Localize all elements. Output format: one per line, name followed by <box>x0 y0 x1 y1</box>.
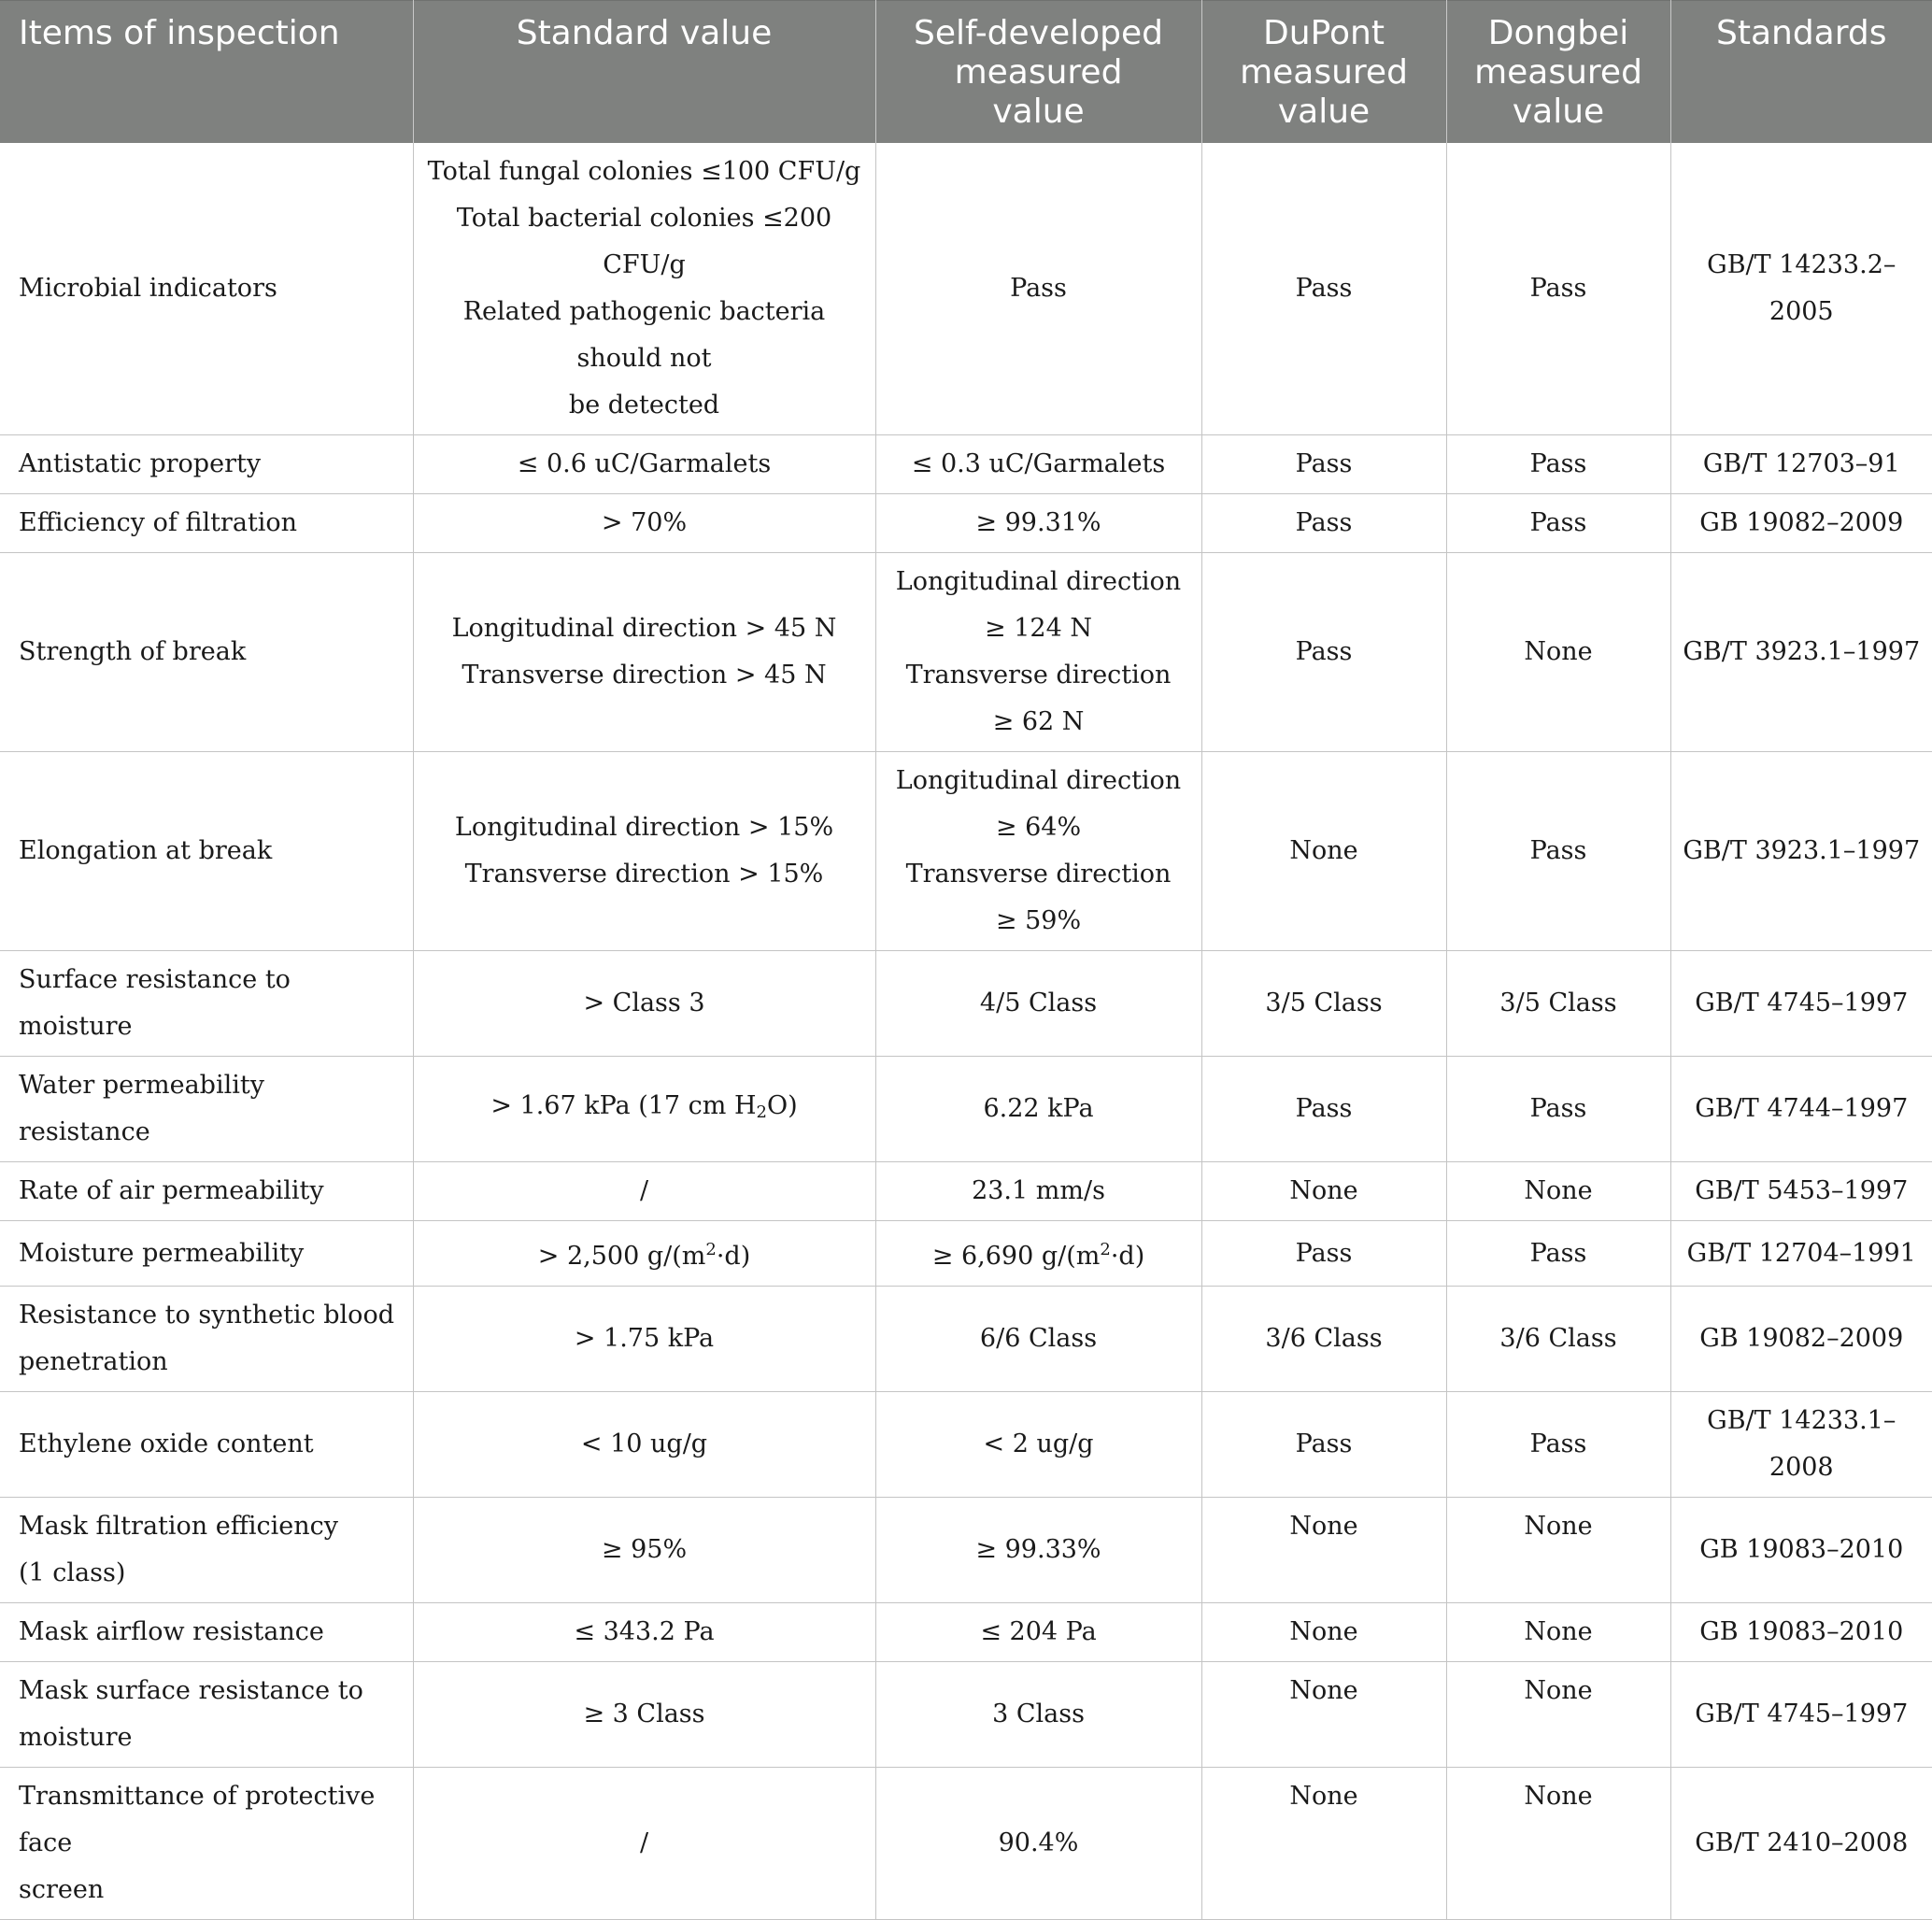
cell-item: Water permeability resistance <box>0 1057 413 1162</box>
cell-dongbei: Pass <box>1446 435 1670 494</box>
cell-standard-value: / <box>413 1162 875 1221</box>
header-dupont-value: DuPont measured value <box>1201 1 1446 144</box>
cell-line: screen <box>19 1875 105 1904</box>
table-row <box>0 143 1932 435</box>
cell-dupont: None <box>1201 1662 1446 1768</box>
cell-dongbei: 3/5 Class <box>1446 951 1670 1057</box>
cell-standard-value <box>413 143 875 435</box>
cell-dupont: None <box>1201 1768 1446 1920</box>
cell-standard-value: ≤ 343.2 Pa <box>413 1603 875 1662</box>
table-row <box>0 1498 1932 1603</box>
cell-line: ≥ 62 N <box>992 707 1085 736</box>
cell-dupont: None <box>1201 1603 1446 1662</box>
header-row <box>0 1 1932 144</box>
cell-line: Longitudinal direction > 15% <box>454 813 834 842</box>
cell-dupont: Pass <box>1201 1392 1446 1498</box>
cell-standard-code: GB/T 12704–1991 <box>1670 1221 1932 1287</box>
cell-dongbei: 3/6 Class <box>1446 1287 1670 1392</box>
table-row <box>0 1603 1932 1662</box>
cell-standard-value <box>413 1057 875 1162</box>
cell-line: Longitudinal direction > 45 N <box>451 614 837 643</box>
cell-item <box>0 1498 413 1603</box>
cell-standard-value <box>413 1221 875 1287</box>
cell-dongbei: Pass <box>1446 1057 1670 1162</box>
cell-standard-code: GB/T 14233.2–2005 <box>1670 143 1932 435</box>
cell-standard-value: < 10 ug/g <box>413 1392 875 1498</box>
header-items-of-inspection: Items of inspection <box>0 1 413 144</box>
table-row <box>0 1221 1932 1287</box>
cell-standard-value: > 1.75 kPa <box>413 1287 875 1392</box>
cell-item <box>0 1287 413 1392</box>
cell-standard-code: GB 19082–2009 <box>1670 494 1932 553</box>
cell-dongbei: Pass <box>1446 752 1670 951</box>
cell-line: moisture <box>19 1723 133 1752</box>
cell-dupont: Pass <box>1201 143 1446 435</box>
table-row <box>0 435 1932 494</box>
cell-standard-code: GB/T 4745–1997 <box>1670 951 1932 1057</box>
cell-standard-code: GB 19083–2010 <box>1670 1498 1932 1603</box>
cell-dongbei: None <box>1446 1498 1670 1603</box>
table-row <box>0 1662 1932 1768</box>
cell-item: Elongation at break <box>0 752 413 951</box>
cell-standard-code: GB/T 4745–1997 <box>1670 1662 1932 1768</box>
cell-dupont: Pass <box>1201 553 1446 752</box>
cell-item: Antistatic property <box>0 435 413 494</box>
cell-dupont: Pass <box>1201 494 1446 553</box>
cell-standard-code: GB/T 3923.1–1997 <box>1670 752 1932 951</box>
cell-self-value: ≥ 99.33% <box>875 1498 1201 1603</box>
cell-dongbei: None <box>1446 1662 1670 1768</box>
water-std-sub: 2 <box>756 1102 767 1122</box>
cell-line: Transverse direction <box>905 860 1172 889</box>
cell-line: Related pathogenic bacteria should not <box>462 297 826 373</box>
cell-self-value: < 2 ug/g <box>875 1392 1201 1498</box>
cell-dongbei: Pass <box>1446 1392 1670 1498</box>
cell-item: Strength of break <box>0 553 413 752</box>
table-row <box>0 1162 1932 1221</box>
cell-line: Mask filtration efficiency <box>19 1512 339 1541</box>
cell-standard-value: ≥ 3 Class <box>413 1662 875 1768</box>
cell-item: Efficiency of filtration <box>0 494 413 553</box>
cell-self-value <box>875 1221 1201 1287</box>
table-row <box>0 1768 1932 1920</box>
cell-standard-value <box>413 553 875 752</box>
cell-item: Rate of air permeability <box>0 1162 413 1221</box>
header-standard-value: Standard value <box>413 1 875 144</box>
cell-dongbei: Pass <box>1446 143 1670 435</box>
cell-line: (1 class) <box>19 1558 126 1587</box>
cell-item <box>0 1768 413 1920</box>
cell-self-value <box>875 752 1201 951</box>
table-row <box>0 951 1932 1057</box>
cell-dupont: None <box>1201 1162 1446 1221</box>
cell-dupont: 3/5 Class <box>1201 951 1446 1057</box>
cell-self-value: 23.1 mm/s <box>875 1162 1201 1221</box>
cell-dongbei: Pass <box>1446 494 1670 553</box>
cell-line: Transverse direction <box>905 661 1172 690</box>
cell-dupont: Pass <box>1201 1221 1446 1287</box>
cell-standard-value: > 70% <box>413 494 875 553</box>
cell-dupont: 3/6 Class <box>1201 1287 1446 1392</box>
cell-dongbei: None <box>1446 1603 1670 1662</box>
cell-item <box>0 1662 413 1768</box>
water-std-post: O) <box>767 1090 798 1120</box>
cell-self-value: ≥ 99.31% <box>875 494 1201 553</box>
moist-std-sup: 2 <box>705 1240 717 1259</box>
cell-item: Mask airflow resistance <box>0 1603 413 1662</box>
cell-standard-code: GB/T 12703–91 <box>1670 435 1932 494</box>
cell-item: Ethylene oxide content <box>0 1392 413 1498</box>
cell-item: Surface resistance to moisture <box>0 951 413 1057</box>
moist-std-post: ·d) <box>716 1242 751 1271</box>
cell-standard-code: GB/T 14233.1–2008 <box>1670 1392 1932 1498</box>
cell-self-value: 3 Class <box>875 1662 1201 1768</box>
cell-dupont: Pass <box>1201 1057 1446 1162</box>
cell-line: Total bacterial colonies ≤200 CFU/g <box>456 204 832 279</box>
header-dongbei-value: Dongbei measured value <box>1446 1 1670 144</box>
cell-self-value: Pass <box>875 143 1201 435</box>
cell-dongbei: None <box>1446 1768 1670 1920</box>
table-row <box>0 1057 1932 1162</box>
table-row <box>0 553 1932 752</box>
cell-self-value: ≤ 204 Pa <box>875 1603 1201 1662</box>
cell-standard-value: ≥ 95% <box>413 1498 875 1603</box>
cell-line: penetration <box>19 1347 168 1376</box>
cell-line: Total fungal colonies ≤100 CFU/g <box>427 157 861 186</box>
cell-dupont: Pass <box>1201 435 1446 494</box>
header-self-developed-value: Self-developed measured value <box>875 1 1201 144</box>
cell-line: Longitudinal direction <box>895 567 1182 596</box>
cell-line: ≥ 64% <box>995 813 1082 842</box>
moist-self-pre: ≥ 6,690 g/(m <box>931 1242 1101 1271</box>
cell-item: Microbial indicators <box>0 143 413 435</box>
cell-self-value: 6/6 Class <box>875 1287 1201 1392</box>
moist-std-pre: > 2,500 g/(m <box>537 1242 706 1271</box>
cell-line: Mask surface resistance to <box>19 1676 363 1705</box>
cell-standard-code: GB/T 2410–2008 <box>1670 1768 1932 1920</box>
cell-standard-code: GB 19082–2009 <box>1670 1287 1932 1392</box>
cell-self-value: 6.22 kPa <box>875 1057 1201 1162</box>
cell-dongbei: None <box>1446 553 1670 752</box>
table-row <box>0 1392 1932 1498</box>
cell-dongbei: Pass <box>1446 1221 1670 1287</box>
cell-item: Moisture permeability <box>0 1221 413 1287</box>
water-std-pre: > 1.67 kPa (17 cm H <box>490 1090 757 1120</box>
header-standards: Standards <box>1670 1 1932 144</box>
cell-line: ≥ 59% <box>995 906 1082 935</box>
cell-dongbei: None <box>1446 1162 1670 1221</box>
cell-standard-code: GB/T 3923.1–1997 <box>1670 553 1932 752</box>
cell-dupont: None <box>1201 752 1446 951</box>
cell-line: Transverse direction > 45 N <box>462 661 827 690</box>
cell-standard-code: GB 19083–2010 <box>1670 1603 1932 1662</box>
cell-standard-value: / <box>413 1768 875 1920</box>
cell-line: Longitudinal direction <box>895 766 1182 795</box>
table-row <box>0 1287 1932 1392</box>
cell-self-value <box>875 553 1201 752</box>
cell-standard-code: GB/T 4744–1997 <box>1670 1057 1932 1162</box>
cell-line: be detected <box>568 391 720 420</box>
table-row <box>0 752 1932 951</box>
cell-line: Transverse direction > 15% <box>464 860 824 889</box>
cell-self-value: 90.4% <box>875 1768 1201 1920</box>
cell-dupont: None <box>1201 1498 1446 1603</box>
cell-line: Transmittance of protective face <box>19 1782 376 1857</box>
cell-line: ≥ 124 N <box>985 614 1092 643</box>
moist-self-sup: 2 <box>1100 1240 1111 1259</box>
cell-line: Resistance to synthetic blood <box>19 1301 394 1330</box>
moist-self-post: ·d) <box>1110 1242 1145 1271</box>
cell-standard-code: GB/T 5453–1997 <box>1670 1162 1932 1221</box>
cell-standard-value: ≤ 0.6 uC/Garmalets <box>413 435 875 494</box>
cell-standard-value: > Class 3 <box>413 951 875 1057</box>
cell-standard-value <box>413 752 875 951</box>
table-row <box>0 494 1932 553</box>
cell-self-value: ≤ 0.3 uC/Garmalets <box>875 435 1201 494</box>
cell-self-value: 4/5 Class <box>875 951 1201 1057</box>
